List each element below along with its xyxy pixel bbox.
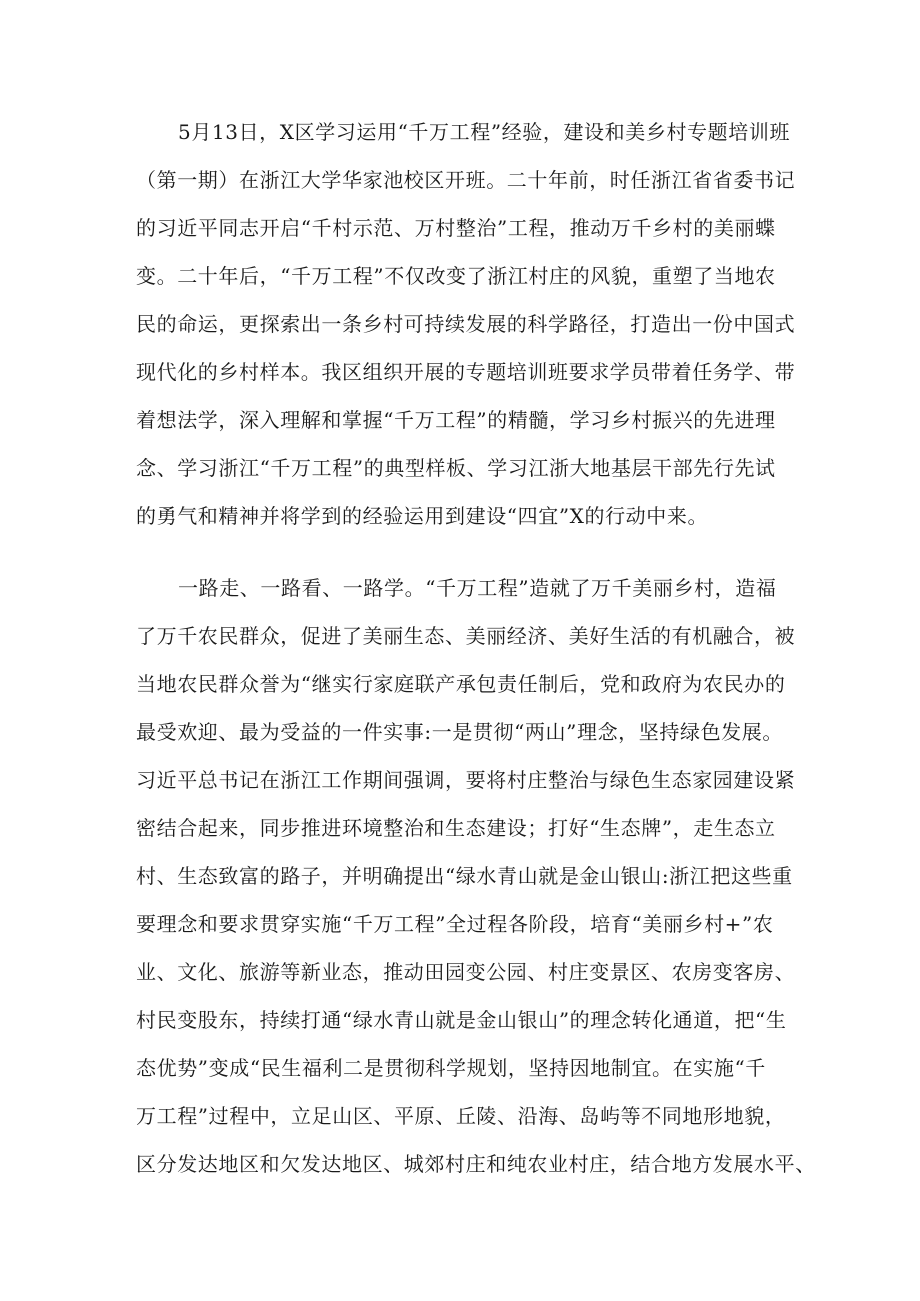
- text-line: 念、学习浙江“千万工程”的典型样板、学习江浙大地基层干部先行先试: [136, 456, 776, 480]
- text-line: 5月13日，X区学习运用“千万工程”经验，建设和美乡村专题培训班: [178, 120, 791, 144]
- text-line: 密结合起来，同步推进环境整治和生态建设；打好“生态牌”，走生态立: [136, 816, 776, 840]
- text-line: 变。二十年后，“千万工程”不仅改变了浙江村庄的风貌，重塑了当地农: [136, 264, 776, 288]
- text-line: 一路走、一路看、一路学。“千万工程”造就了万千美丽乡村，造福: [178, 576, 777, 600]
- text-line: 村民变股东，持续打通“绿水青山就是金山银山”的理念转化通道，把“生: [136, 1008, 787, 1032]
- text-line: 当地农民群众誉为“继实行家庭联产承包责任制后，党和政府为农民办的: [136, 672, 786, 696]
- text-line: （第一期）在浙江大学华家池校区开班。二十年前，时任浙江省省委书记: [136, 168, 796, 192]
- text-line: 的勇气和精神并将学到的经验运用到建设“四宜”X的行动中来。: [136, 504, 709, 528]
- text-line: 的习近平同志开启“千村示范、万村整治”工程，推动万千乡村的美丽蝶: [136, 216, 776, 240]
- text-line: 现代化的乡村样本。我区组织开展的专题培训班要求学员带着任务学、带: [136, 360, 796, 384]
- text-line: 村、生态致富的路子，并明确提出“绿水青山就是金山银山:浙江把这些重: [136, 864, 793, 888]
- text-line: 民的命运，更探索出一条乡村可持续发展的科学路径，打造出一份中国式: [136, 312, 796, 336]
- text-line: 最受欢迎、最为受益的一件实事:一是贯彻“两山”理念，坚持绿色发展。: [136, 720, 783, 744]
- text-line: 要理念和要求贯穿实施“千万工程”全过程各阶段，培育“美丽乡村+”农: [136, 912, 774, 936]
- text-line: 态优势”变成“民生福利二是贯彻科学规划，坚持因地制宜。在实施“千: [136, 1056, 766, 1080]
- text-line: 了万千农民群众，促进了美丽生态、美丽经济、美好生活的有机融合，被: [136, 624, 796, 648]
- text-line: 万工程”过程中，立足山区、平原、丘陵、沿海、岛屿等不同地形地貌，: [136, 1104, 786, 1128]
- text-line: 着想法学，深入理解和掌握“千万工程”的精髓，学习乡村振兴的先进理: [136, 408, 776, 432]
- text-line: 习近平总书记在浙江工作期间强调，要将村庄整治与绿色生态家园建设紧: [136, 768, 796, 792]
- text-line: 业、文化、旅游等新业态，推动田园变公园、村庄变景区、农房变客房、: [136, 960, 796, 984]
- text-line: 区分发达地区和欠发达地区、城郊村庄和纯农业村庄，结合地方发展水平、: [136, 1152, 816, 1176]
